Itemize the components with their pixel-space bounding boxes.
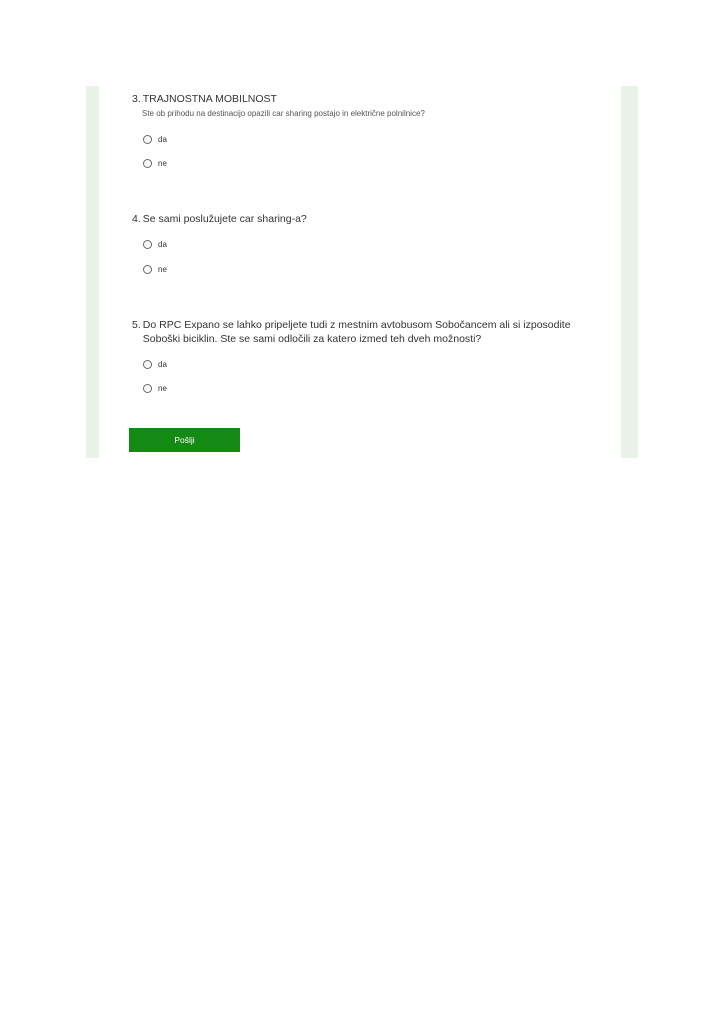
option-label: ne [158,264,167,274]
question-title [132,212,592,226]
radio-button[interactable] [143,135,152,144]
q5-option-ne[interactable] [143,381,167,395]
question-number: 3. [132,93,141,105]
question-5 [132,318,592,346]
radio-button[interactable] [143,360,152,369]
radio-button[interactable] [143,240,152,249]
question-number: 4. [132,213,141,225]
question-subtitle: Ste ob prihodu na destinacijo opazili car sharing postajo in električne polnilnice? [142,109,425,118]
option-label: da [158,359,167,369]
option-label: ne [158,158,167,168]
question-text: TRAJNOSTNA MOBILNOST [142,93,277,105]
radio-button[interactable] [143,159,152,168]
question-text: Do RPC Expano se lahko pripeljete tudi z mestnim avtobusom Sobočancem ali si izposodite Soboški biciklin. Ste se sami odločili za katero izmed teh dveh možnosti? [142,319,571,345]
q3-option-da[interactable] [143,132,167,146]
q4-option-da[interactable] [143,237,167,251]
question-4 [132,212,592,226]
question-title [132,318,592,346]
question-number: 5. [132,319,141,331]
submit-button[interactable]: Pošlji [129,428,240,452]
question-3 [132,92,592,120]
q3-option-ne[interactable] [143,156,167,170]
form-card [99,86,621,458]
question-title [132,92,592,106]
radio-button[interactable] [143,265,152,274]
option-label: da [158,134,167,144]
question-text: Se sami poslužujete car sharing-a? [142,213,307,225]
option-label: ne [158,383,167,393]
q5-option-da[interactable] [143,357,167,371]
radio-button[interactable] [143,384,152,393]
q4-option-ne[interactable] [143,262,167,276]
option-label: da [158,239,167,249]
